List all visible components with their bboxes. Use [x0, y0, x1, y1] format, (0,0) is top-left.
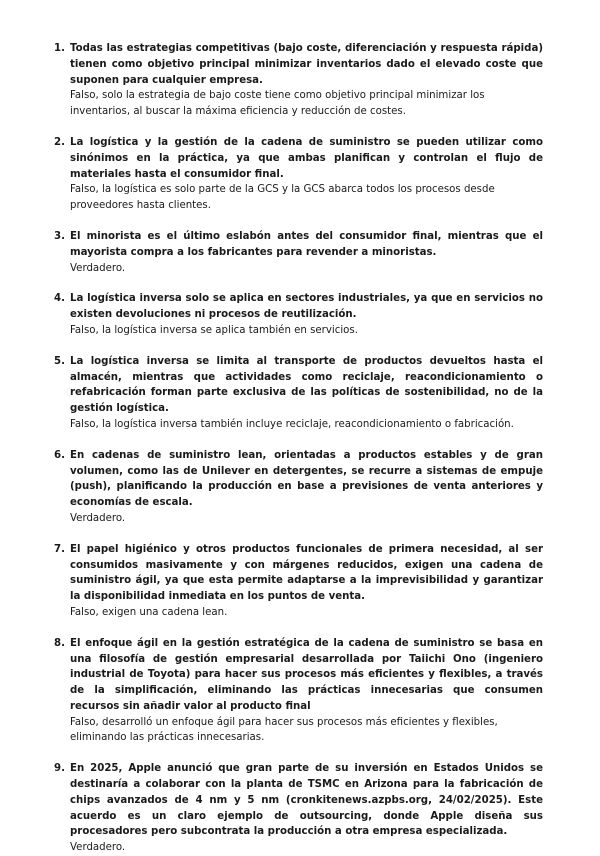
list-item — [54, 448, 543, 527]
item-number: 1. — [54, 43, 65, 54]
answer-text: Falso, exigen una cadena lean. — [70, 606, 228, 618]
answer-text: Verdadero. — [70, 512, 126, 524]
item-number: 2. — [54, 136, 65, 148]
question-text: El minorista es el último eslabón antes del consumidor final, mientras que el mayorista compra a los fabricantes para revender a minoristas. — [70, 230, 543, 258]
answer-text: Falso, solo la estrategia de bajo coste tiene como objetivo principal minimizar los inventarios, al buscar la máxima eficiencia y reducción de costes. — [70, 90, 485, 118]
list-item — [54, 636, 543, 747]
list-item — [54, 354, 543, 433]
item-number: 4. — [54, 293, 65, 305]
question-text: El papel higiénico y otros productos funcionales de primera necesidad, al ser consumidos masivamente y con márgenes reducidos, exigen una cadena de suministro ágil, ya que esta permite adaptarse a la imprevisibilidad y garantizar la disponibilidad inmediata en los puntos de venta. — [70, 543, 543, 603]
list-item — [54, 761, 543, 856]
answer-text: Falso, la logística inversa se aplica también en servicios. — [70, 324, 358, 336]
list-item — [54, 41, 543, 120]
question-text: Todas las estrategias competitivas (bajo coste, diferenciación y respuesta rápida) tienen como objetivo principal minimizar inventarios dado el elevado coste que suponen para cualquier empresa. — [70, 43, 543, 86]
question-text: En cadenas de suministro lean, orientadas a productos estables y de gran volumen, como las de Unilever en detergentes, se recurre a sistemas de empuje (push), planificando la producción en base a previsiones de venta anteriores y economías de escala. — [70, 449, 543, 509]
question-text: En 2025, Apple anunció que gran parte de su inversión en Estados Unidos se destinaría a colaborar con la planta de TSMC en Arizona para la fabricación de chips avanzados de 4 nm y 5 nm (cronkitenews.azpbs.org, 24/02/2025). Este acuerdo es un claro ejemplo de outsourcing, donde Apple diseña sus procesadores pero subcontrata la producción a otra empresa especializada. — [70, 763, 543, 838]
item-number: 6. — [54, 449, 65, 461]
list-item — [54, 229, 543, 276]
question-text: La logística inversa solo se aplica en sectores industriales, ya que en servicios no existen devoluciones ni procesos de reutilización. — [70, 293, 543, 321]
question-text: La logística inversa se limita al transporte de productos devueltos hasta el almacén, mientras que actividades como reciclaje, reacondicionamiento o refabricación forman parte exclusiva de las políticas de sostenibilidad, no de la gestión logística. — [70, 355, 543, 415]
question-list — [54, 41, 543, 856]
list-item — [54, 291, 543, 338]
question-text: La logística y la gestión de la cadena de suministro se pueden utilizar como sinónimos en la práctica, ya que ambas planifican y controlan el flujo de materiales hasta el consumidor final. — [70, 136, 543, 180]
answer-text: Falso, la logística es solo parte de la GCS y la GCS abarca todos los procesos desde proveedores hasta clientes. — [70, 184, 495, 212]
item-number: 8. — [54, 637, 65, 649]
item-number: 7. — [54, 543, 65, 555]
list-item — [54, 542, 543, 621]
answer-text: Falso, la logística inversa también incluye reciclaje, reacondicionamiento o fabricación. — [70, 418, 514, 430]
list-item — [54, 135, 543, 214]
answer-text: Verdadero. — [70, 262, 126, 274]
answer-text: Falso, desarrolló un enfoque ágil para hacer sus procesos más eficientes y flexibles, eliminando las prácticas innecesarias. — [70, 716, 498, 744]
item-number: 3. — [54, 230, 65, 242]
answer-text: Verdadero. — [70, 842, 126, 854]
item-number: 9. — [54, 763, 65, 775]
question-text: El enfoque ágil en la gestión estratégica de la cadena de suministro se basa en una filosofía de gestión empresarial desarrollada por Taiichi Ono (ingeniero industrial de Toyota) para hacer sus procesos más eficientes y flexibles, a través de la simplificación, eliminando las prácticas innecesarias que consumen recursos sin añadir valor al producto final — [70, 637, 543, 712]
item-number: 5. — [54, 355, 65, 367]
